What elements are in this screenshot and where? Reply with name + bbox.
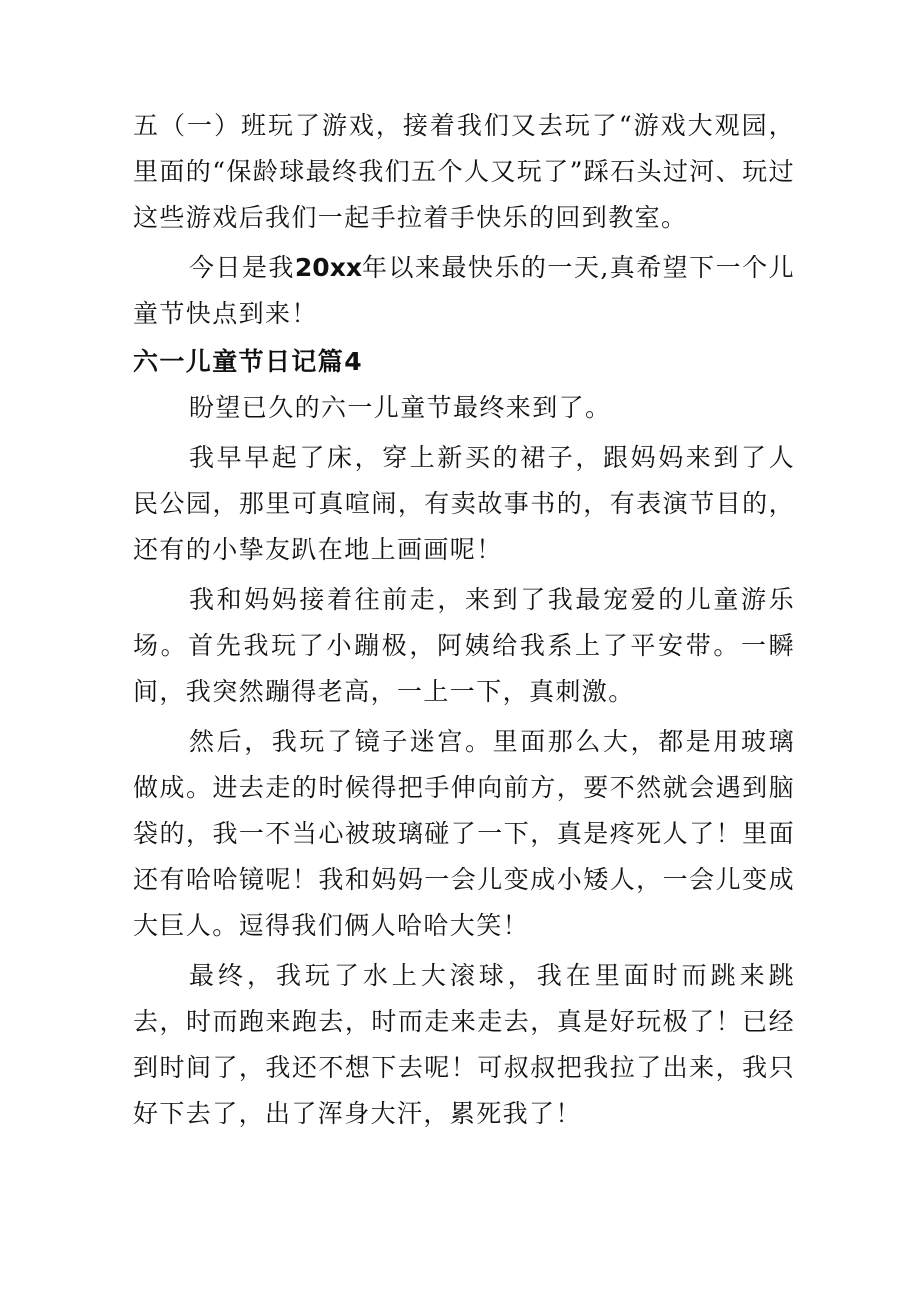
paragraph-mirror-maze: 然后，我玩了镜子迷宫。里面那么大，都是用玻璃做成。进去走的时候得把手伸向前方，要不然就会遇到脑袋的，我一不当心被玻璃碰了一下，真是疼死人了！里面还有哈哈镜呢！我和妈妈一会儿变成小矮人，一会儿变成大巨人。逗得我们俩人哈哈大笑！ [133,727,795,940]
paragraph-happiest-day-before: 今日是我 [189,253,295,282]
paragraph-happiest-day [133,245,795,337]
paragraph-happiest-day-after: 年以来最快乐的一天,真希望下一个儿童节快点到来！ [133,253,795,328]
section-heading-text: 六一儿童节日记篇 [133,347,345,376]
section-heading [133,339,795,385]
section-heading-number: 4 [344,347,362,376]
document-body [133,103,795,1137]
paragraph-childrens-day-arrived: 盼望已久的六一儿童节最终来到了。 [189,393,612,422]
paragraph-bungee: 我和妈妈接着往前走，来到了我最宠爱的儿童游乐场。首先我玩了小蹦极，阿姨给我系上了平安带。一瞬间，我突然蹦得老高，一上一下，真刺激。 [133,585,795,706]
year-placeholder: 20xx [294,253,362,282]
paragraph-water-ball: 最终，我玩了水上大滚球，我在里面时而跳来跳去，时而跑来跑去，时而走来走去，真是好玩极了！已经到时间了，我还不想下去呢！可叔叔把我拉了出来，我只好下去了，出了浑身大汗，累死我了！ [133,961,795,1128]
paragraph-game-continuation: 五（一）班玩了游戏，接着我们又去玩了“游戏大观园，里面的“保龄球最终我们五个人又玩了”踩石头过河、玩过这些游戏后我们一起手拉着手快乐的回到教室。 [133,111,795,232]
paragraph-park-visit: 我早早起了床，穿上新买的裙子，跟妈妈来到了人民公园，那里可真喧闹，有卖故事书的，有表演节目的，还有的小挚友趴在地上画画呢！ [133,443,795,564]
